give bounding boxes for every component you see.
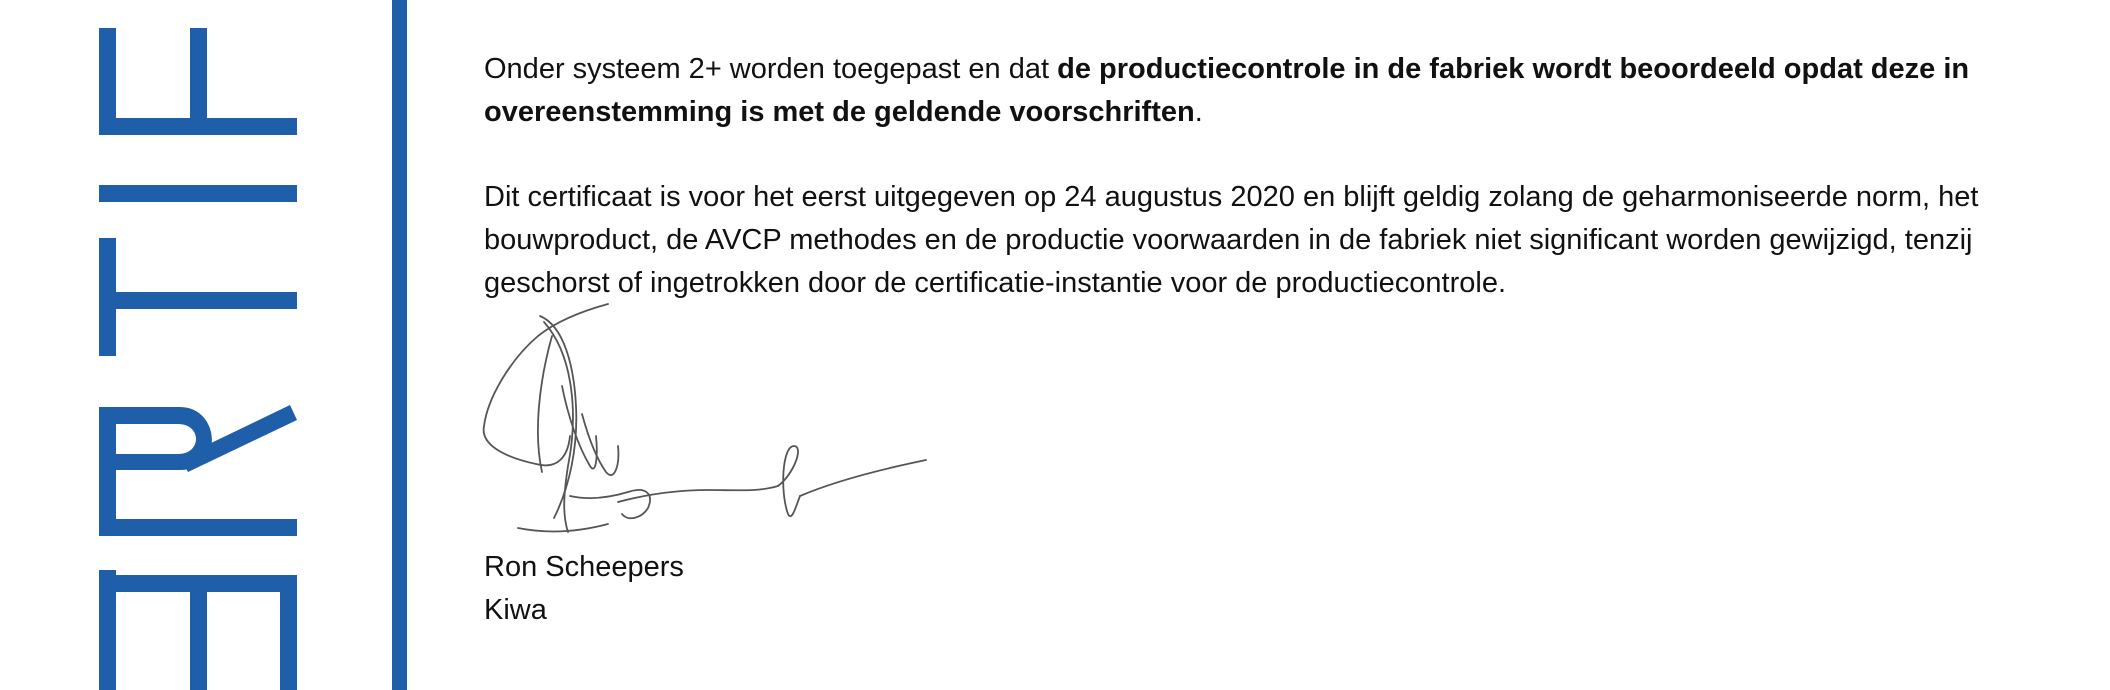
side-banner bbox=[0, 0, 420, 690]
signature-graphic bbox=[478, 296, 938, 541]
paragraph-system-assessment bbox=[484, 48, 2024, 134]
paragraph1-bold-statement: de productiecontrole in de fabriek wordt beoordeeld opdat deze in overeenstemming is met de geldende voorschriften bbox=[484, 53, 1970, 128]
signer-name: Ron Scheepers bbox=[484, 551, 684, 583]
signer-block bbox=[484, 546, 684, 632]
signer-organization: Kiwa bbox=[484, 594, 547, 626]
vertical-divider bbox=[392, 0, 407, 690]
paragraph-validity: Dit certificaat is voor het eerst uitgegeven op 24 augustus 2020 en blijft geldig zolang de geharmoniseerde norm, het bouwproduct, de AVCP methodes en de productie voorwaarden in de fabriek niet significant worden gewijzigd, tenzij geschorst of ingetrokken door de certificatie-instantie voor de productiecontrole. bbox=[484, 181, 1979, 299]
paragraph1-plain-end: . bbox=[1194, 96, 1203, 128]
certificate-wordmark-graphic bbox=[60, 0, 320, 690]
certificate-body bbox=[484, 48, 2024, 305]
certificate-vertical-wordmark bbox=[60, 0, 320, 690]
paragraph1-plain-start: Onder systeem 2+ worden toegepast en dat bbox=[484, 53, 1058, 85]
handwritten-signature bbox=[478, 296, 938, 541]
